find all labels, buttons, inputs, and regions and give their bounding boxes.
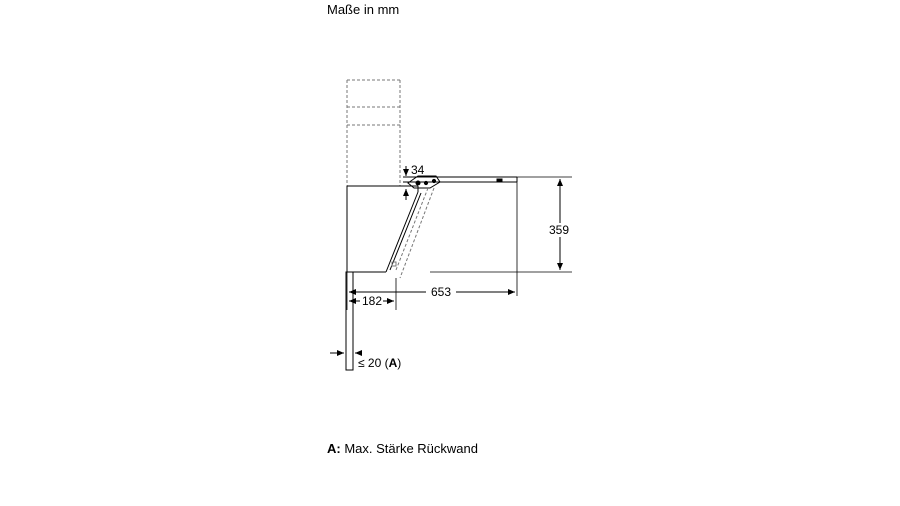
legend: [327, 441, 478, 456]
legend-text: Max. Stärke Rückwand: [340, 441, 478, 456]
extension-lines: [347, 177, 572, 310]
page-title: Maße in mm: [327, 2, 400, 17]
hood-body: [347, 186, 421, 272]
height-dimension-label: 359: [549, 223, 570, 237]
glass-panel: [403, 177, 517, 182]
pivot-arm-outline: [392, 188, 434, 278]
depth-total-label: 653: [431, 285, 452, 299]
chimney-outline: [347, 80, 400, 186]
top-offset-label: 34: [411, 163, 425, 177]
depth-front-label: 182: [362, 294, 383, 308]
wall-thickness-label: ≤ 20 (A): [358, 356, 402, 370]
legend-key: A:: [327, 441, 341, 456]
